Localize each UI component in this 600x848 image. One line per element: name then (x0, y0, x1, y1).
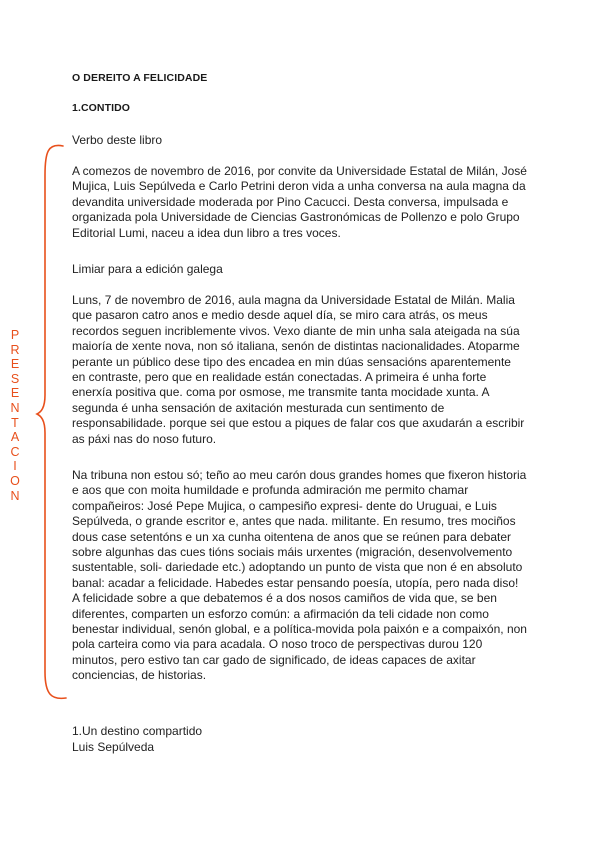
presentacion-letter: C (10, 444, 20, 459)
subtitle-verbo: Verbo deste libro (72, 133, 163, 147)
paragraph-limiar-1: Luns, 7 de novembro de 2016, aula magna da Universidade Estatal de Milán. Malia que pasaron catro anos e medio desde aquel día, se miro cara atrás, os meus recordos seguen incriblemente vivos. Vexo diante de min unha sala ateigada na súa maioría de xente nova, non só italiana, senón de distintas nacionalidades. Atoparme perante un público dese tipo des encadea en min dúas sensacións aparentemente en contraste, pero que en realidade están conectadas. A primeira é unha forte enerxía positiva que. coma por osmose, me transmite tanta mocidade xunta. A segunda é unha sensación de axitación mesturada cun sentimento de responsabilidade. porque sei que estou a piques de falar cos que axudarán a escribir as páxi nas do noso futuro. (72, 293, 525, 446)
presentacion-letter: N (10, 488, 20, 503)
presentacion-letter: I (13, 459, 17, 474)
presentacion-letter: E (10, 386, 20, 401)
presentacion-letter: S (10, 371, 20, 386)
presentacion-annotation (8, 328, 22, 503)
presentacion-letter: E (10, 357, 20, 372)
presentacion-letter: N (10, 400, 20, 415)
paragraph-limiar-2: Na tribuna non estou só; teño ao meu carón dous grandes homes que fixeron historia e aos que con moita humildade e profunda admiración me permito chamar compañeiros: José Pepe Mujica, o campesiño expresi- dente do Uruguai, e Luis Sepúlveda, o grande escritor e, antes que nada. militante. En resumo, tres mociños dous case setentóns e un xa cunha oitentena de anos que se reúnen para debater sobre algunhas das cues tións sociais máis urxentes (migración, desenvolvemento sustentable, soli- dariedade etc.) adoptando un punto de vista que non é en absoluto banal: acadar a felicidade. Habedes estar pensando poesía, utopía, pero nada diso! A felicidade sobre a que debatemos é a dos nosos camiños de vida que, se ben diferentes, comparten un esforzo común: a afirmación da teli cidade non como benestar individual, senón global, e a política-movida pola paixón e a compaixón, non pola carteira como via para acadala. O noso troco de perspectivas durou 120 minutos, pero estivo tan car gado de significado, de ideas capaces de axitar conciencias, de historias. (72, 468, 527, 683)
subtitle-limiar: Limiar para a edición galega (72, 262, 223, 276)
paragraph-intro: A comezos de novembro de 2016, por convite da Universidade Estatal de Milán, José Mujica, Luis Sepúlveda e Carlo Petrini deron vida a unha conversa na aula magna da devandita universidade moderada por Pino Cacucci. Desta conversa, impulsada e organizada pola Universidade de Ciencias Gastronómicas de Pollenzo e polo Grupo Editorial Lumi, naceu a idea dun libro a tres voces. (72, 164, 527, 240)
presentacion-letter: O (10, 473, 20, 488)
presentacion-letter: P (10, 328, 20, 342)
section-heading: 1.CONTIDO (72, 102, 131, 114)
chapter-author: Luis Sepúlveda (72, 740, 155, 754)
presentacion-letter: R (10, 342, 20, 357)
document-title: O DEREITO A FELICIDADE (72, 72, 208, 84)
bracket-stroke (37, 145, 66, 698)
presentacion-letter: T (11, 415, 19, 430)
presentacion-letter: A (10, 430, 20, 445)
chapter-title: 1.Un destino compartido (72, 724, 203, 738)
